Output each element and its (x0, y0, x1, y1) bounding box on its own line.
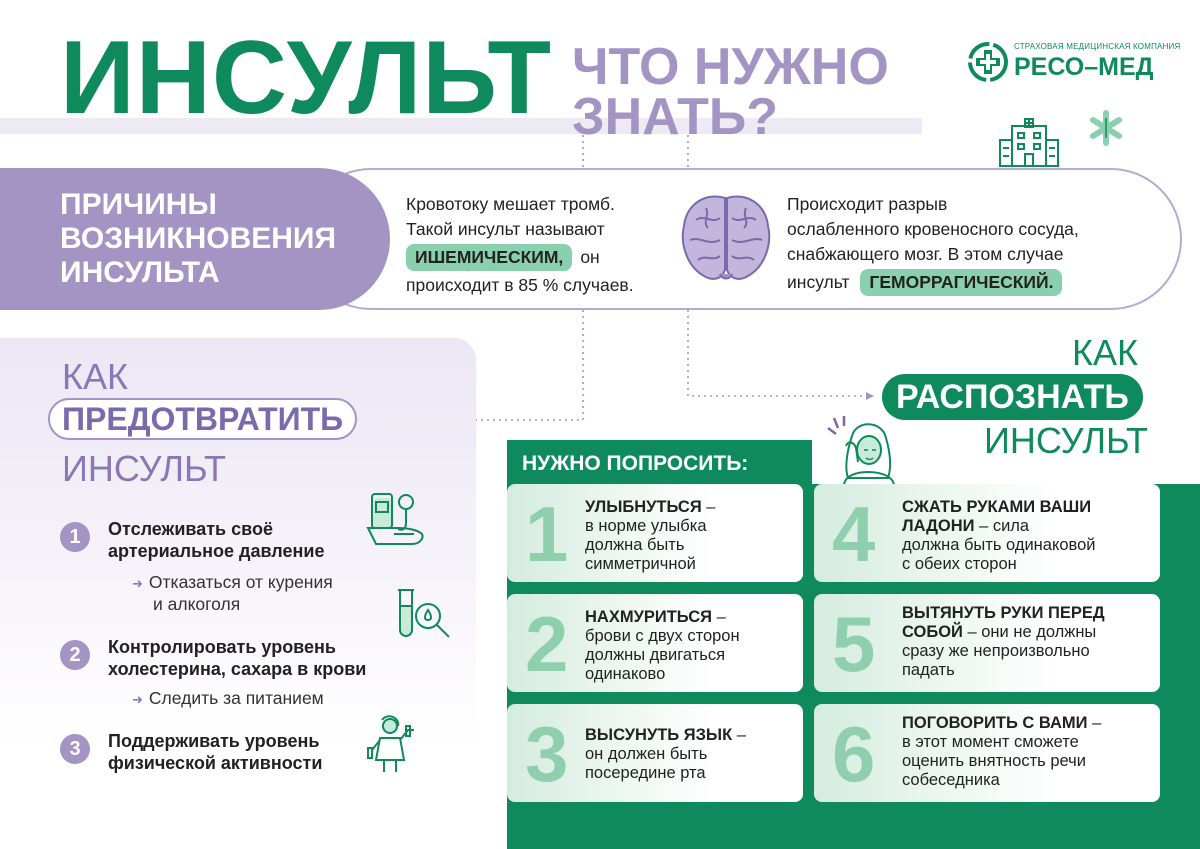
card-number: 4 (832, 490, 876, 578)
card-text (585, 608, 740, 684)
card-line: он должен быть (585, 745, 708, 763)
cause-line: Происходит разрыв (787, 194, 948, 214)
prevent-item-1-head (108, 518, 324, 562)
fitness-woman-icon (362, 712, 418, 774)
prevent-item-2-head (108, 636, 366, 680)
recognize-card-6 (814, 704, 1160, 802)
prevent-item-2-sub (132, 688, 324, 710)
prevent-item-3-head (108, 730, 322, 774)
card-rest: – (732, 726, 746, 744)
prevent-insult: ИНСУЛЬТ (62, 448, 226, 489)
card-line: симметричной (585, 555, 696, 573)
subtitle-line-2: ЗНАТЬ? (572, 88, 778, 146)
causes-title-line: ИНСУЛЬТА (60, 256, 220, 289)
card-line: должны двигаться (585, 646, 726, 664)
card-line: должна быть (585, 536, 685, 554)
prevent-number-3: 3 (60, 734, 90, 764)
card-number: 5 (832, 600, 876, 688)
card-line: в норме улыбка (585, 517, 707, 535)
card-number: 1 (525, 490, 569, 578)
card-rest: – (701, 498, 716, 516)
card-text (902, 604, 1105, 680)
ischemic-chip: ИШЕМИЧЕСКИМ, (406, 244, 572, 271)
card-rest: – (1087, 714, 1102, 732)
card-text (902, 714, 1101, 790)
recognize-card-1 (507, 484, 803, 582)
hemorrhagic-chip: ГЕМОРРАГИЧЕСКИЙ. (860, 269, 1062, 296)
arrow-right-icon: ➜ (132, 692, 143, 707)
prevent-sub-line: и алкоголя (153, 594, 241, 614)
card-rest: – они не должны (962, 623, 1097, 641)
card-bold: ПОГОВОРИТЬ С ВАМИ (902, 714, 1088, 732)
recognize-pill: РАСПОЗНАТЬ (882, 374, 1143, 420)
recognize-card-4 (814, 484, 1160, 582)
prevent-sub-line: Следить за питанием (148, 688, 324, 708)
card-text (902, 498, 1096, 574)
card-text (585, 498, 715, 574)
logo-name: РЕСО–МЕД (1014, 53, 1154, 81)
prevent-sub-line: Отказаться от курения (148, 572, 333, 592)
card-line: собеседника (902, 771, 1000, 789)
card-line: сразу же непроизвольно (902, 642, 1090, 660)
card-bold: НАХМУРИТЬСЯ (585, 608, 713, 626)
cause-line: происходит в 85 % случаев. (406, 275, 634, 295)
prevent-head-line: Отслеживать своё (108, 519, 273, 539)
subtitle-line-1: ЧТО НУЖНО (572, 38, 889, 96)
prevent-number-1: 1 (60, 522, 90, 552)
card-rest: – сила (974, 517, 1030, 535)
card-line: должна быть одинаковой (902, 536, 1096, 554)
recognize-kak: КАК (1072, 332, 1138, 373)
logo-tagline: СТРАХОВАЯ МЕДИЦИНСКАЯ КОМПАНИЯ (1014, 42, 1181, 51)
card-line: в этот момент сможете (902, 733, 1079, 751)
prevent-item-1-sub (132, 572, 333, 615)
recognize-card-5 (814, 594, 1160, 692)
blood-pressure-icon (366, 490, 428, 550)
card-line: оценить внятность речи (902, 752, 1086, 770)
prevent-pill: ПРЕДОТВРАТИТЬ (48, 398, 357, 440)
card-line: с обеих сторон (902, 555, 1017, 573)
card-line: одинаково (585, 665, 666, 683)
prevent-kak: КАК (62, 356, 128, 397)
card-bold: УЛЫБНУТЬСЯ (585, 498, 702, 516)
ask-title: НУЖНО ПОПРОСИТЬ: (522, 452, 749, 475)
prevent-head-line: холестерина, сахара в крови (108, 659, 367, 679)
cause-line: ослабленного кровеносного сосуда, (787, 219, 1079, 239)
card-text (585, 726, 746, 783)
headache-woman-icon (824, 416, 906, 486)
card-number: 2 (525, 600, 569, 688)
test-tube-magnifier-icon (392, 586, 454, 648)
card-bold: ВЫСУНУТЬ ЯЗЫК (585, 726, 733, 744)
card-bold: ЛАДОНИ (902, 517, 975, 535)
cause-word: инсульт (787, 272, 850, 292)
card-line: падать (902, 661, 955, 679)
card-line: посередине рта (585, 764, 706, 782)
card-bold: ВЫТЯНУТЬ РУКИ ПЕРЕД (902, 604, 1105, 622)
card-rest: – (712, 608, 726, 626)
card-bold: СЖАТЬ РУКАМИ ВАШИ (902, 498, 1092, 516)
recognize-card-2 (507, 594, 803, 692)
causes-title-line: ПРИЧИНЫ (60, 188, 217, 221)
cause-word: он (580, 247, 600, 267)
prevent-head-line: Поддерживать уровень (108, 731, 320, 751)
prevent-head-line: артериальное давление (108, 541, 325, 561)
causes-title-line: ВОЗНИКНОВЕНИЯ (60, 222, 337, 255)
page-title: ИНСУЛЬТ (60, 20, 553, 136)
card-number: 6 (832, 710, 876, 798)
cause-line: снабжающего мозг. В этом случае (787, 244, 1064, 264)
recognize-insult: ИНСУЛЬТ (984, 420, 1148, 461)
arrow-right-icon: ➜ (132, 576, 143, 591)
cause-line: Кровотоку мешает тромб. (406, 194, 615, 214)
recognize-card-3 (507, 704, 803, 802)
card-number: 3 (525, 710, 569, 798)
cause-line: Такой инсульт называют (406, 219, 605, 239)
prevent-number-2: 2 (60, 640, 90, 670)
prevent-head-line: Контролировать уровень (108, 637, 336, 657)
card-line: брови с двух сторон (585, 627, 740, 645)
card-bold: СОБОЙ (902, 623, 963, 641)
prevent-head-line: физической активности (108, 753, 323, 773)
